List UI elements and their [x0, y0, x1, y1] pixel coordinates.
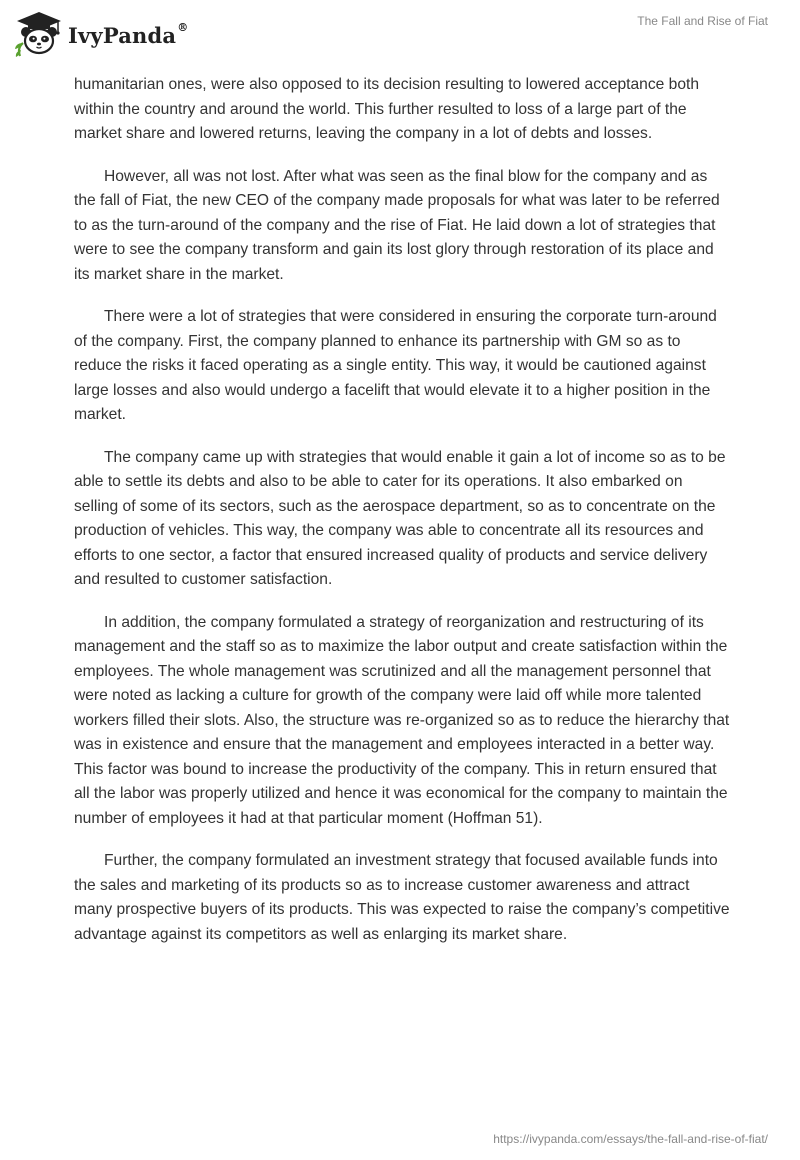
registered-mark: ®	[177, 20, 189, 34]
paragraph-continuation: humanitarian ones, were also opposed to its decision resulting to lowered acceptance both within the country and around the world. This further resulted to loss of a large part of the market share and lowered returns, leaving the company in a lot of debts and losses.	[74, 76, 699, 142]
ivypanda-logo[interactable]	[14, 8, 188, 60]
paragraph: The company came up with strategies that would enable it gain a lot of income so as to be able to settle its debts and also to be able to cater for its operations. It also embarked on selling of some of its sectors, such as the aerospace department, so as to concentrate on the production of vehicles. This way, the company was able to concentrate all its resources and efforts to one sector, a factor that ensured increased quality of products and service delivery and resulted to customer satisfaction.	[74, 448, 726, 588]
paragraph: There were a lot of strategies that were considered in ensuring the corporate turn-around of the company. First, the company planned to enhance its partnership with GM so as to reduce the risks it faced operating as a single entity. This way, it would be cautioned against large losses and also would undergo a facelift that would elevate it to a higher position in the market.	[74, 308, 717, 423]
page-header	[0, 0, 800, 64]
document-title: The Fall and Rise of Fiat	[637, 14, 768, 28]
essay-body	[74, 73, 730, 965]
paragraph: However, all was not lost. After what was seen as the final blow for the company and as the fall of Fiat, the new CEO of the company made proposals for what was later to be referred to as the turn-around of the company and the rise of Fiat. He laid down a lot of strategies that were to see the company transform and gain its lost glory through restoration of its place and its market share in the market.	[74, 167, 720, 283]
paragraph: In addition, the company formulated a strategy of reorganization and restructuring of its management and the staff so as to maximize the labor output and create satisfaction within the employees. The whole management was scrutinized and all the management personnel that were noted as lacking a culture for growth of the company were laid off while more talented workers filled their slots. Also, the structure was re-organized so as to reduce the hierarchy that was in existence and ensure that the management and employees interacted in a better way. This factor was bound to increase the productivity of the company. This in return ensured that all the labor was properly utilized and hence it was economical for the company to maintain the number of employees it had at that particular moment (Hoffman 51).	[74, 613, 730, 827]
brand-name: IvyPanda®	[68, 20, 189, 48]
source-url-link[interactable]: https://ivypanda.com/essays/the-fall-and-rise-of-fiat/	[493, 1132, 768, 1146]
paragraph: Further, the company formulated an investment strategy that focused available funds into the sales and marketing of its products so as to increase customer awareness and attract many prospective buyers of its products. This was expected to raise the company’s competitive advantage against its competitors as well as enlarging its market share.	[74, 852, 730, 943]
panda-graduate-icon	[14, 10, 64, 58]
